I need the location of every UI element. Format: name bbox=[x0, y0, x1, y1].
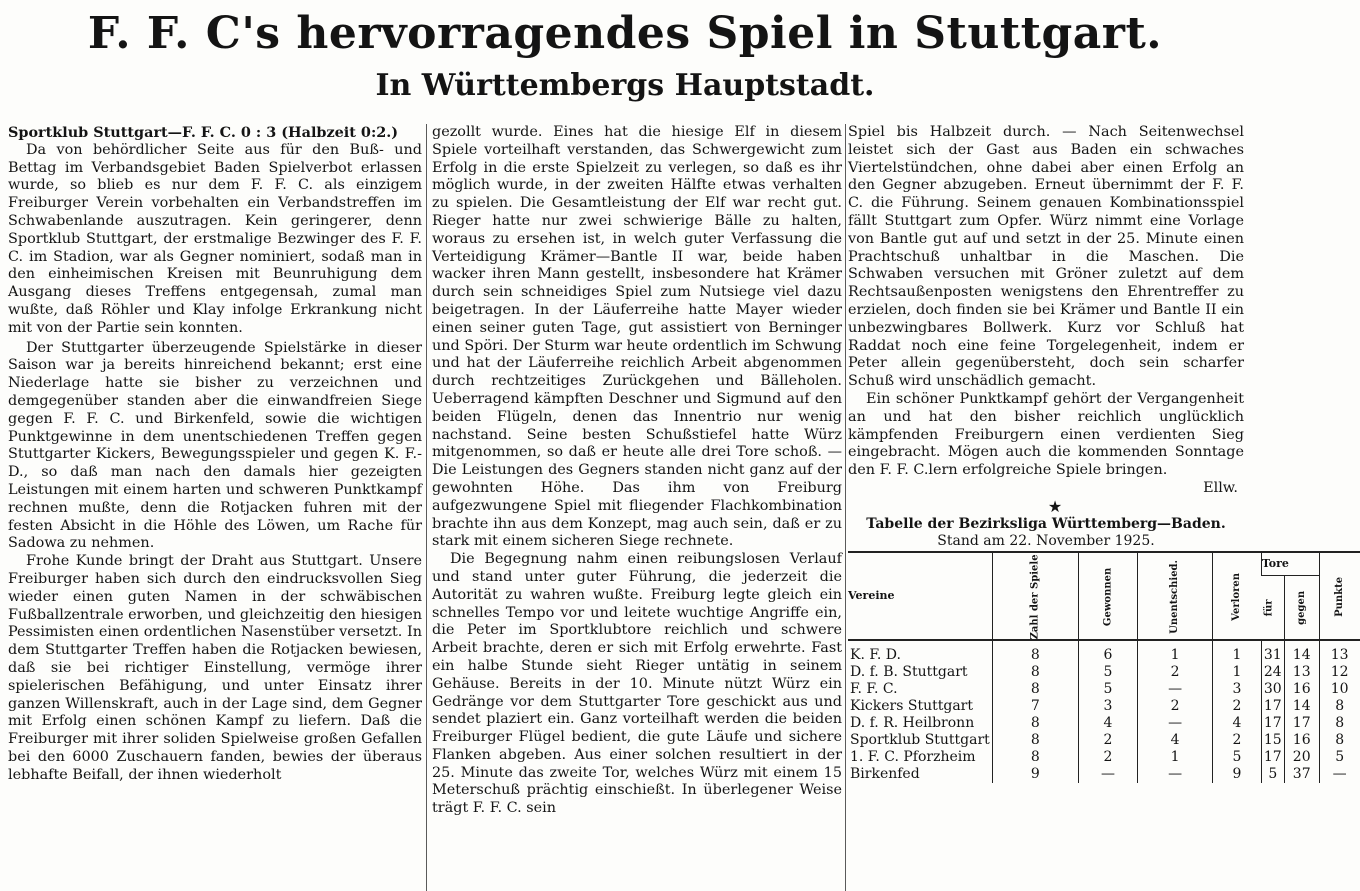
cell-unentschieden: 2 bbox=[1138, 664, 1213, 681]
headline: F. F. C's hervorragendes Spiel in Stuttgart. bbox=[87, 8, 1163, 59]
table-date: Stand am 22. November 1925. bbox=[937, 533, 1155, 550]
table-row bbox=[848, 664, 1360, 681]
column-2 bbox=[432, 124, 842, 891]
cell-verloren: 1 bbox=[1213, 664, 1262, 681]
author-signature: Ellw. bbox=[1203, 479, 1238, 496]
cell-unentschieden: 2 bbox=[1138, 698, 1213, 715]
cell-gegen: 16 bbox=[1284, 732, 1319, 749]
cell-verloren: 2 bbox=[1213, 698, 1262, 715]
paragraph: Frohe Kunde bringt der Draht aus Stuttgart. Unsere Freiburger haben sich durch den eindrucksvollen Sieg wieder einen guten Namen in der schwäbischen Fußballzentrale erworben, und gleichzeitig den hiesigen Pessimisten einen ordentlichen Nasenstüber versetzt. In dem Stuttgarter Treffen haben die Rotjacken bewiesen, daß sie bei richtiger Einstellung, vermöge ihrer spielerischen Befähigung, und unter Einsatz ihrer ganzen Willenskraft, auch in der Lage sind, dem Gegner mit Erfolg einen schönen Kampf zu liefern. Daß die Freiburger mit ihrer soliden Spielweise großen Gefallen bei den 6000 Zuschauern fanden, bewies der überaus lebhafte Beifall, der ihnen wiederholt bbox=[8, 553, 422, 783]
team-name: Kickers Stuttgart bbox=[850, 698, 973, 715]
team-name: D. f. B. Stuttgart bbox=[850, 664, 968, 681]
cell-punkte: 5 bbox=[1319, 749, 1359, 766]
paragraph: Spiel bis Halbzeit durch. — Nach Seitenwechsel leistet sich der Gast aus Baden ein schwaches Viertelstündchen, ohne dabei aber einen Erfolg an den Gegner abzugeben. Erneut übernimmt der F. F. C. die Führung. Seinem genauen Kombinationsspiel fällt Stuttgart zum Opfer. Würz nimmt eine Vorlage von Bantle gut auf und setzt in der 25. Minute einen Prachtschuß unhaltbar in die Maschen. Die Schwaben versuchen mit Gröner zuletzt auf dem Rechtsaußenposten wenigstens den Ehrentreffer zu erzielen, doch finden sie bei Krämer und Bantle II ein unbezwingbares Bollwerk. Kurz vor Schluß hat Raddat noch eine feine Torgelegenheit, indem er Peter allein gegenübersteht, doch sein scharfer Schuß wird unschädlich gemacht. bbox=[848, 124, 1244, 390]
cell-spiele: 9 bbox=[992, 766, 1078, 783]
cell-gewonnen: — bbox=[1078, 766, 1137, 783]
cell-unentschieden: 4 bbox=[1138, 732, 1213, 749]
cell-fuer: 17 bbox=[1261, 698, 1284, 715]
cell-verloren: 9 bbox=[1213, 766, 1262, 783]
header-spiele: Zahl der Spiele bbox=[992, 552, 1078, 640]
table-row bbox=[848, 715, 1360, 732]
cell-fuer: 15 bbox=[1261, 732, 1284, 749]
league-table bbox=[848, 551, 1360, 783]
cell-punkte: 13 bbox=[1319, 640, 1359, 664]
paragraph: Ein schöner Punktkampf gehört der Vergangenheit an und hat den bisher reichlich unglücklich kämpfenden Freiburgern einen verdienten Sieg eingebracht. Mögen auch die kommenden Sonntage den F. F. C.lern erfolgreiche Spiele bringen. bbox=[848, 390, 1244, 479]
cell-unentschieden: — bbox=[1138, 715, 1213, 732]
cell-spiele: 8 bbox=[992, 749, 1078, 766]
table-row bbox=[848, 640, 1360, 664]
cell-punkte: 12 bbox=[1319, 664, 1359, 681]
team-name: K. F. D. bbox=[850, 647, 901, 664]
cell-spiele: 8 bbox=[992, 732, 1078, 749]
subheadline: In Württembergs Hauptstadt. bbox=[375, 68, 875, 103]
team-name: F. F. C. bbox=[850, 681, 898, 698]
cell-gegen: 14 bbox=[1284, 698, 1319, 715]
header-tore: Tore bbox=[1261, 552, 1319, 576]
cell-spiele: 8 bbox=[992, 640, 1078, 664]
cell-gegen: 20 bbox=[1284, 749, 1319, 766]
paragraph: Der Stuttgarter überzeugende Spielstärke in dieser Saison war ja bereits hinreichend bekannt; erst eine Niederlage hatte sie bisher zu verzeichnen und demgegenüber standen aber die einwandfreien Siege gegen F. F. C. und Birkenfeld, sowie die wichtigen Punktgewinne in dem unentschiedenen Treffen gegen Stuttgarter Kickers, Bewegungsspieler und gegen K. F.-D., so daß man nach den damals hier gezeigten Leistungen mit einem harten und schweren Punktkampf rechnen mußte, denn die Rotjacken fuhren mit der festen Absicht in die Höhle des Löwen, um Rache für Sadowa zu nehmen. bbox=[8, 339, 422, 552]
league-table-body bbox=[848, 640, 1360, 783]
header-fuer: für bbox=[1261, 576, 1284, 640]
paragraph: gezollt wurde. Eines hat die hiesige Elf in diesem Spiele vorteilhaft verstanden, das Schwergewicht zum Erfolg in die erste Spielzeit zu verlegen, so daß es ihr möglich wurde, in der zweiten Hälfte etwas verhalten zu spielen. Die Gesamtleistung der Elf war recht gut. Rieger hatte nur zwei schwierige Bälle zu halten, woraus zu ersehen ist, in welch guter Verfassung die Verteidigung Krämer—Bantle II war, beide haben wacker ihren Mann gestellt, insbesondere hat Krämer durch sein schneidiges Spiel zum Nutsiege viel dazu beigetragen. In der Läuferreihe hatte Mayer wieder einen seiner guten Tage, gut assistiert von Berninger und Spöri. Der Sturm war heute ordentlich im Schwung und hat der Läuferreihe reichlich Arbeit abgenommen durch rechtzeitiges Zurückgehen und Bälleholen. Ueberragend kämpften Deschner und Sigmund auf den beiden Flügeln, denen das Innentrio nur wenig nachstand. Seine besten Schußstiefel hatte Würz mitgenommen, so daß er heute alle drei Tore schoß. — Die Leistungen des Gegners standen nicht ganz auf der gewohnten Höhe. Das ihm von Freiburg aufgezwungene Spiel mit fliegender Flachkombination brachte ihn aus dem Konzept, mag auch sein, daß er zu stark mit einem sicheren Siege rechnete. bbox=[432, 124, 842, 550]
cell-gegen: 16 bbox=[1284, 681, 1319, 698]
cell-gewonnen: 2 bbox=[1078, 749, 1137, 766]
cell-verloren: 1 bbox=[1213, 640, 1262, 664]
cell-gewonnen: 6 bbox=[1078, 640, 1137, 664]
cell-fuer: 31 bbox=[1261, 640, 1284, 664]
cell-gegen: 14 bbox=[1284, 640, 1319, 664]
cell-verloren: 2 bbox=[1213, 732, 1262, 749]
team-name: 1. F. C. Pforzheim bbox=[850, 749, 976, 766]
column-rule-2 bbox=[845, 124, 846, 891]
cell-verloren: 5 bbox=[1213, 749, 1262, 766]
cell-fuer: 17 bbox=[1261, 749, 1284, 766]
cell-punkte: 10 bbox=[1319, 681, 1359, 698]
column-1 bbox=[8, 124, 422, 891]
table-row bbox=[848, 749, 1360, 766]
paragraph: Die Begegnung nahm einen reibungslosen Verlauf und stand unter guter Führung, die jederzeit die Autorität zu wahren wußte. Freiburg legte gleich ein schnelles Tempo vor und leitete wuchtige Angriffe ein, die Peter im Sportklubtore reichlich und schwere Arbeit brachte, deren er sich mit Erfolg erwehrte. Fast ein halbe Stunde sieht Rieger untätig in seinem Gehäuse. Bereits in der 10. Minute nützt Würz ein Gedränge vor dem Stuttgarter Tore geschickt aus und sendet plaziert ein. Ganz vorteilhaft werden die beiden Freiburger Flügel bedient, die gute Läufe und sichere Flanken abgeben. Aus einer solchen resultiert in der 25. Minute das zweite Tor, welches Würz mit einem 15 Meterschuß prächtig einschießt. In überlegener Weise trägt F. F. C. sein bbox=[432, 551, 842, 817]
cell-gewonnen: 5 bbox=[1078, 664, 1137, 681]
team-name: Birkenfed bbox=[850, 766, 920, 783]
table-row bbox=[848, 732, 1360, 749]
cell-spiele: 8 bbox=[992, 664, 1078, 681]
cell-spiele: 8 bbox=[992, 715, 1078, 732]
header-vereine: Vereine bbox=[848, 552, 992, 640]
cell-fuer: 30 bbox=[1261, 681, 1284, 698]
cell-gewonnen: 5 bbox=[1078, 681, 1137, 698]
column-3 bbox=[848, 124, 1349, 891]
cell-gegen: 13 bbox=[1284, 664, 1319, 681]
table-title: Tabelle der Bezirksliga Württemberg—Baden. bbox=[866, 515, 1226, 532]
cell-spiele: 8 bbox=[992, 681, 1078, 698]
cell-unentschieden: 1 bbox=[1138, 640, 1213, 664]
cell-gewonnen: 2 bbox=[1078, 732, 1137, 749]
team-name: Sportklub Stuttgart bbox=[850, 732, 990, 749]
header-unentschieden: Unentschied. bbox=[1138, 552, 1213, 640]
table-row bbox=[848, 681, 1360, 698]
cell-punkte: — bbox=[1319, 766, 1359, 783]
cell-punkte: 8 bbox=[1319, 732, 1359, 749]
table-row bbox=[848, 698, 1360, 715]
cell-gewonnen: 4 bbox=[1078, 715, 1137, 732]
cell-unentschieden: — bbox=[1138, 766, 1213, 783]
cell-verloren: 3 bbox=[1213, 681, 1262, 698]
cell-unentschieden: — bbox=[1138, 681, 1213, 698]
cell-gegen: 37 bbox=[1284, 766, 1319, 783]
cell-punkte: 8 bbox=[1319, 698, 1359, 715]
star-icon: ★ bbox=[1047, 496, 1063, 516]
header-gewonnen: Gewonnen bbox=[1078, 552, 1137, 640]
table-row bbox=[848, 766, 1360, 783]
cell-verloren: 4 bbox=[1213, 715, 1262, 732]
column-rule-1 bbox=[426, 124, 427, 891]
header-punkte: Punkte bbox=[1319, 552, 1359, 640]
match-result-line: Sportklub Stuttgart—F. F. C. 0 : 3 (Halbzeit 0:2.) bbox=[8, 124, 399, 141]
cell-gegen: 17 bbox=[1284, 715, 1319, 732]
cell-fuer: 24 bbox=[1261, 664, 1284, 681]
cell-fuer: 5 bbox=[1261, 766, 1284, 783]
header-gegen: gegen bbox=[1284, 576, 1319, 640]
cell-fuer: 17 bbox=[1261, 715, 1284, 732]
cell-punkte: 8 bbox=[1319, 715, 1359, 732]
team-name: D. f. R. Heilbronn bbox=[850, 715, 975, 732]
header-verloren: Verloren bbox=[1213, 552, 1262, 640]
cell-gewonnen: 3 bbox=[1078, 698, 1137, 715]
cell-unentschieden: 1 bbox=[1138, 749, 1213, 766]
paragraph: Da von behördlicher Seite aus für den Buß- und Bettag im Verbandsgebiet Baden Spielverbot erlassen wurde, so blieb es nur dem F. F. C. als einzigem Freiburger Verein vorbehalten ein Verbandstreffen im Schwabenlande auszutragen. Kein geringerer, denn Sportklub Stuttgart, der erstmalige Bezwinger des F. F. C. im Stadion, war als Gegner nominiert, sodaß man in den einheimischen Kreisen mit Beunruhigung dem Ausgang dieses Treffens entgegensah, zumal man wußte, daß Röhler und Klay infolge Erkrankung nicht mit von der Partie sein konnten. bbox=[8, 141, 422, 336]
cell-spiele: 7 bbox=[992, 698, 1078, 715]
